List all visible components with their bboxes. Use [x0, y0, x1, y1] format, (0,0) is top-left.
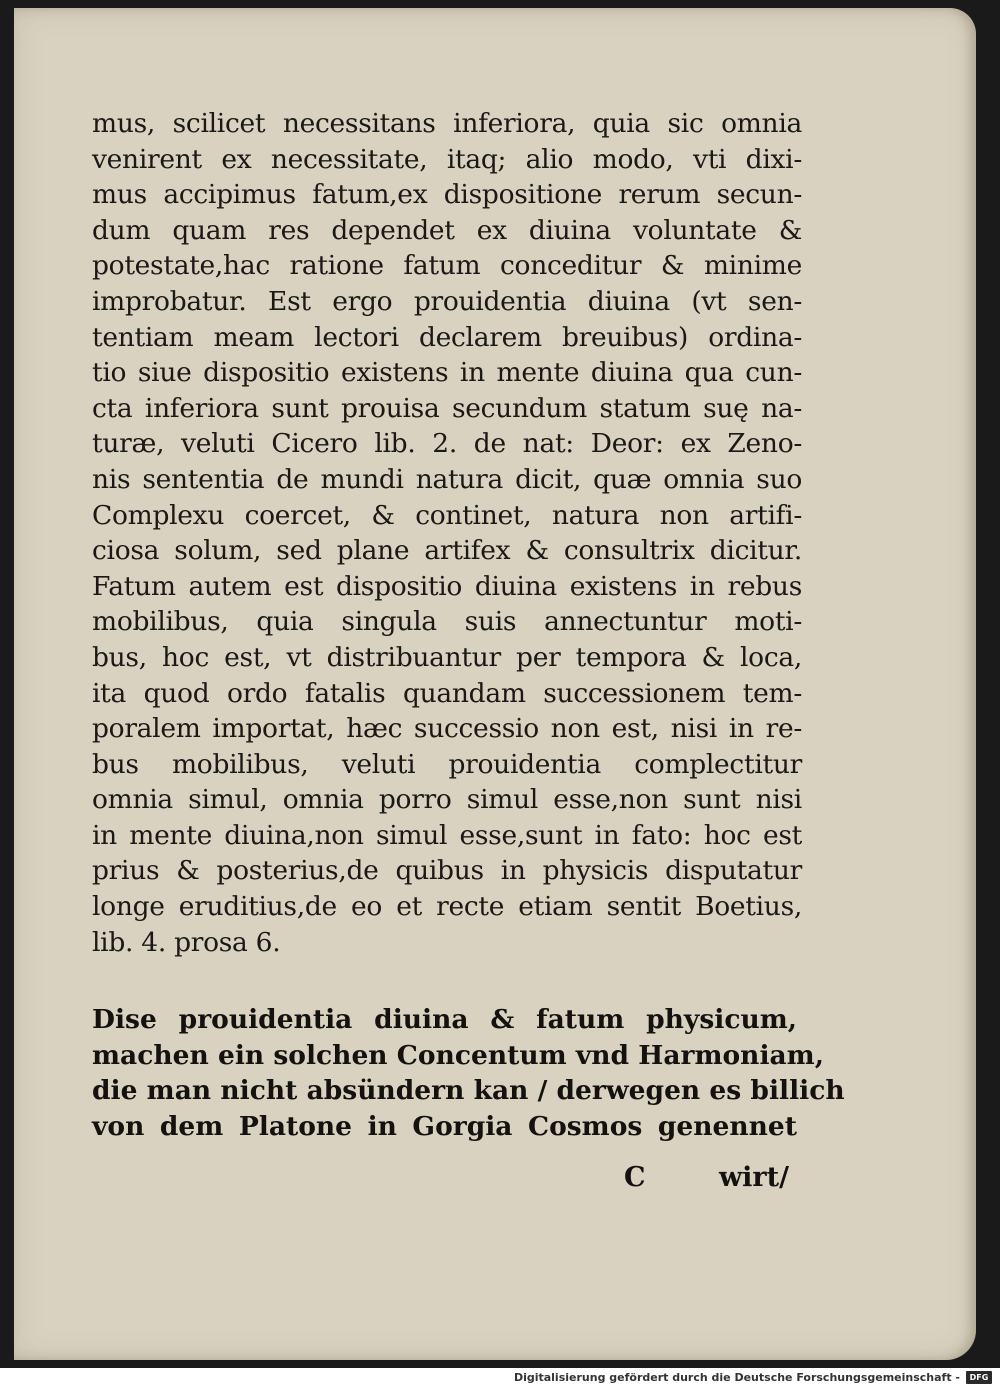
text-line: ciosa solum, sed plane artifex & consultrix dicitur.: [92, 535, 802, 567]
text-line: potestate,hac ratione fatum conceditur & minime: [92, 250, 802, 282]
text-line: Fatum autem est dispositio diuina existens in rebus: [92, 570, 802, 602]
text-line: poralem importat, hæc successio non est, nisi in re-: [92, 713, 802, 745]
text-line: tentiam meam lectori declarem breuibus) ordina-: [92, 321, 802, 353]
text-line: machen ein solchen Concentum vnd Harmoniam,: [92, 1039, 824, 1071]
text-line: mus accipimus fatum,ex dispositione rerum secun-: [92, 179, 802, 211]
text-line: improbatur. Est ergo prouidentia diuina (vt sen-: [92, 285, 802, 317]
page-foot: [92, 1162, 797, 1198]
text-line: von dem Platone in Gorgia Cosmos genennet: [92, 1110, 797, 1142]
signature-mark: C: [624, 1162, 646, 1193]
text-line: Dise prouidentia diuina & fatum physicum,: [92, 1004, 797, 1035]
catchword: wirt/: [718, 1162, 789, 1193]
text-line: dum quam res dependet ex diuina voluntate &: [92, 214, 802, 246]
text-line: omnia simul, omnia porro simul esse,non sunt nisi: [92, 784, 802, 816]
book-page: [14, 8, 976, 1360]
text-line: die man nicht absündern kan / derwegen es billich: [92, 1075, 845, 1107]
text-line: ita quod ordo fatalis quandam successionem tem-: [92, 677, 802, 709]
text-line: mus, scilicet necessitans inferiora, quia sic omnia: [92, 108, 802, 139]
text-line: tio siue dispositio existens in mente diuina qua cun-: [92, 357, 802, 389]
text-line: bus mobilibus, veluti prouidentia complectitur: [92, 748, 802, 780]
text-line: in mente diuina,non simul esse,sunt in fato: hoc est: [92, 819, 802, 851]
text-line: mobilibus, quia singula suis annectuntur moti-: [92, 606, 802, 638]
text-line: bus, hoc est, vt distribuantur per tempora & loca,: [92, 641, 802, 673]
german-text-block: [92, 1002, 845, 1144]
dfg-logo: DFG: [966, 1371, 992, 1384]
text-line-last: lib. 4. prosa 6.: [92, 926, 281, 958]
latin-text-block: [92, 106, 802, 960]
text-line: venirent ex necessitate, itaq; alio modo, vti dixi-: [92, 143, 802, 175]
text-line: turæ, veluti Cicero lib. 2. de nat: Deor: ex Zeno-: [92, 428, 802, 460]
text-line: prius & posterius,de quibus in physicis disputatur: [92, 855, 802, 887]
text-line: nis sententia de mundi natura dicit, quæ omnia suo: [92, 463, 802, 495]
text-line: cta inferiora sunt prouisa secundum statum suę na-: [92, 392, 802, 424]
funding-credit: Digitalisierung gefördert durch die Deutsche Forschungsgemeinschaft -: [513, 1371, 960, 1384]
text-line: Complexu coercet, & continet, natura non artifi-: [92, 499, 802, 531]
digitization-footer: [0, 1368, 1000, 1388]
text-line: longe eruditius,de eo et recte etiam sentit Boetius,: [92, 891, 802, 923]
